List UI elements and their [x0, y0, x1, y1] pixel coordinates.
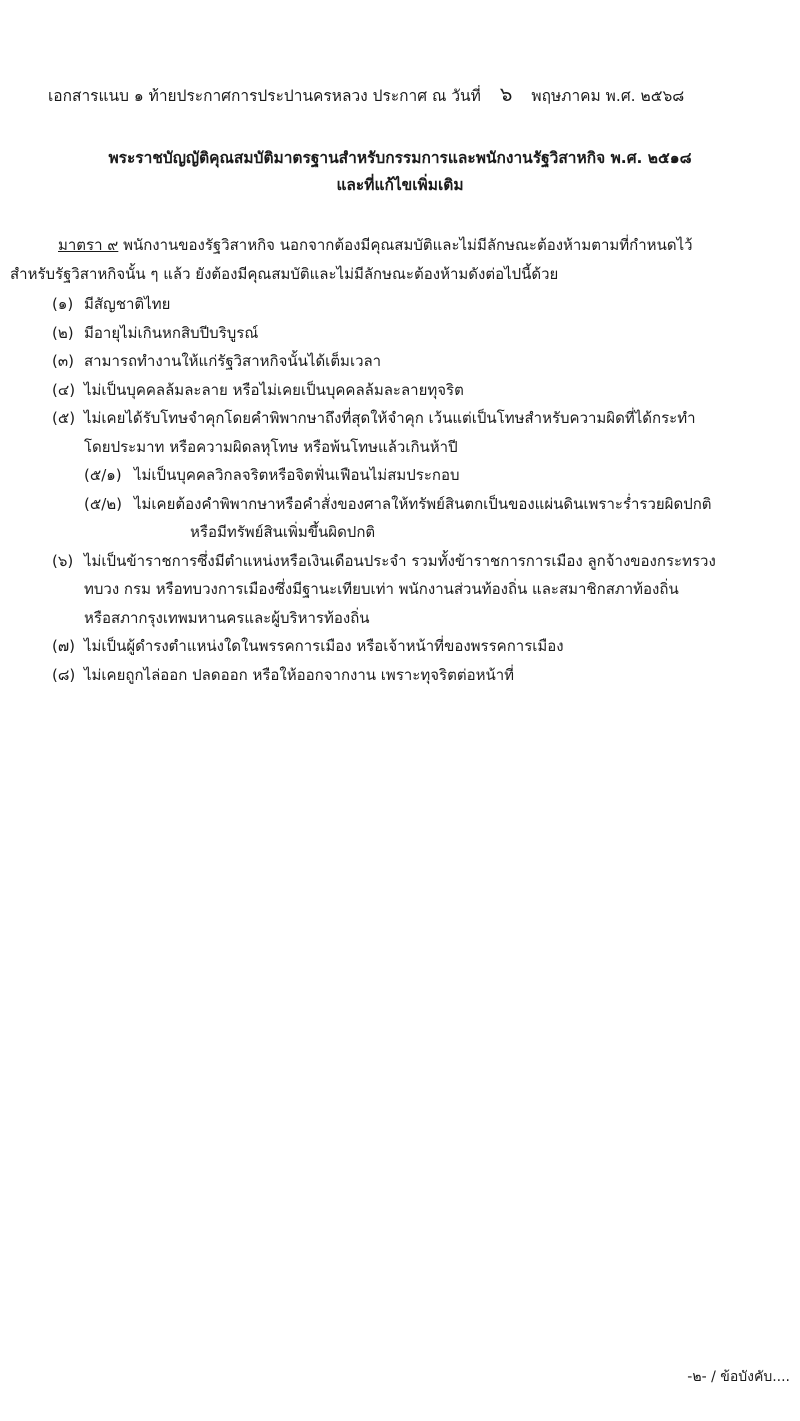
list-item	[52, 376, 797, 405]
list-item	[52, 661, 797, 690]
list-item	[52, 319, 797, 348]
act-title-line1: พระราชบัญญัติคุณสมบัติมาตรฐานสำหรับกรรมการและพนักงานรัฐวิสาหกิจ พ.ศ. ๒๕๑๘	[108, 149, 692, 167]
intro-line2: สำหรับรัฐวิสาหกิจนั้น ๆ แล้ว ยังต้องมีคุณสมบัติและไม่มีลักษณะต้องห้ามดังต่อไปนี้ด้วย	[10, 265, 559, 283]
item-number: (๓)	[52, 352, 74, 370]
list-item	[52, 404, 797, 547]
intro-line1-text: พนักงานของรัฐวิสาหกิจ นอกจากต้องมีคุณสมบัติและไม่มีลักษณะต้องห้ามตามที่กำหนดไว้	[118, 236, 693, 254]
item-number: (๕)	[52, 409, 76, 427]
item-text: ไม่เป็นผู้ดำรงตำแหน่งใดในพรรคการเมือง หรือเจ้าหน้าที่ของพรรคการเมือง	[84, 637, 564, 655]
list-item	[52, 547, 797, 633]
item-text-cont: ทบวง กรม หรือทบวงการเมืองซึ่งมีฐานะเทียบเท่า พนักงานส่วนท้องถิ่น และสมาชิกสภาท้องถิ่น	[84, 580, 679, 598]
item-text: ไม่เคยถูกไล่ออก ปลดออก หรือให้ออกจากงาน เพราะทุจริตต่อหน้าที่	[84, 665, 515, 684]
item-text-cont: หรือสภากรุงเทพมหานครและผู้บริหารท้องถิ่น	[84, 608, 370, 627]
item-number: (๖)	[52, 551, 74, 570]
sub-item-text: ไม่เคยต้องคำพิพากษาหรือคำสั่งของศาลให้ทรัพย์สินตกเป็นของแผ่นดินเพราะร่ำรวยผิดปกติ	[134, 494, 712, 513]
qualification-list	[52, 290, 797, 689]
item-number: (๔)	[52, 380, 76, 399]
item-number: (๑)	[52, 295, 74, 313]
list-item	[52, 347, 797, 376]
item-text: มีอายุไม่เกินหกสิบปีบริบูรณ์	[84, 323, 259, 342]
item-text: ไม่เคยได้รับโทษจำคุกโดยคำพิพากษาถึงที่สุดให้จำคุก เว้นแต่เป็นโทษสำหรับความผิดที่ได้กระทำ	[84, 409, 696, 427]
sub-item-text: ไม่เป็นบุคคลวิกลจริตหรือจิตฟั่นเฟือนไม่สมประกอบ	[134, 466, 460, 484]
item-number: (๒)	[52, 323, 74, 342]
item-text: มีสัญชาติไทย	[84, 295, 171, 313]
sub-item-number: (๕/๒)	[84, 494, 122, 513]
sub-item-text-cont: หรือมีทรัพย์สินเพิ่มขึ้นผิดปกติ	[190, 523, 376, 541]
intro-line1	[10, 231, 795, 260]
section-intro	[10, 231, 795, 289]
item-text: ไม่เป็นข้าราชการซึ่งมีตำแหน่งหรือเงินเดือนประจำ รวมทั้งข้าราชการการเมือง ลูกจ้างของกระทรวง	[84, 551, 716, 570]
header-suffix: พฤษภาคม พ.ศ. ๒๕๖๘	[531, 87, 685, 105]
attachment-header	[48, 78, 778, 110]
list-item	[52, 632, 797, 661]
item-text-cont: โดยประมาท หรือความผิดลหุโทษ หรือพ้นโทษแล้วเกินห้าปี	[84, 437, 458, 456]
item-number: (๗)	[52, 637, 75, 655]
item-text: สามารถทำงานให้แก่รัฐวิสาหกิจนั้นได้เต็มเวลา	[84, 352, 382, 370]
sub-item-number: (๕/๑)	[84, 466, 122, 484]
header-day: ๖	[499, 82, 513, 106]
sub-item	[84, 461, 797, 490]
section-number: มาตรา ๙	[58, 236, 119, 254]
sub-item	[84, 490, 797, 547]
list-item	[52, 290, 797, 319]
item-number: (๘)	[52, 665, 76, 684]
page-footer: -๒- / ข้อบังคับ....	[687, 1369, 790, 1385]
header-prefix: เอกสารแนบ ๑ ท้ายประกาศการประปานครหลวง ประกาศ ณ วันที่	[48, 87, 481, 105]
item-text: ไม่เป็นบุคคลล้มละลาย หรือไม่เคยเป็นบุคคลล้มละลายทุจริต	[84, 380, 464, 399]
act-title-line2: และที่แก้ไขเพิ่มเติม	[336, 176, 464, 194]
